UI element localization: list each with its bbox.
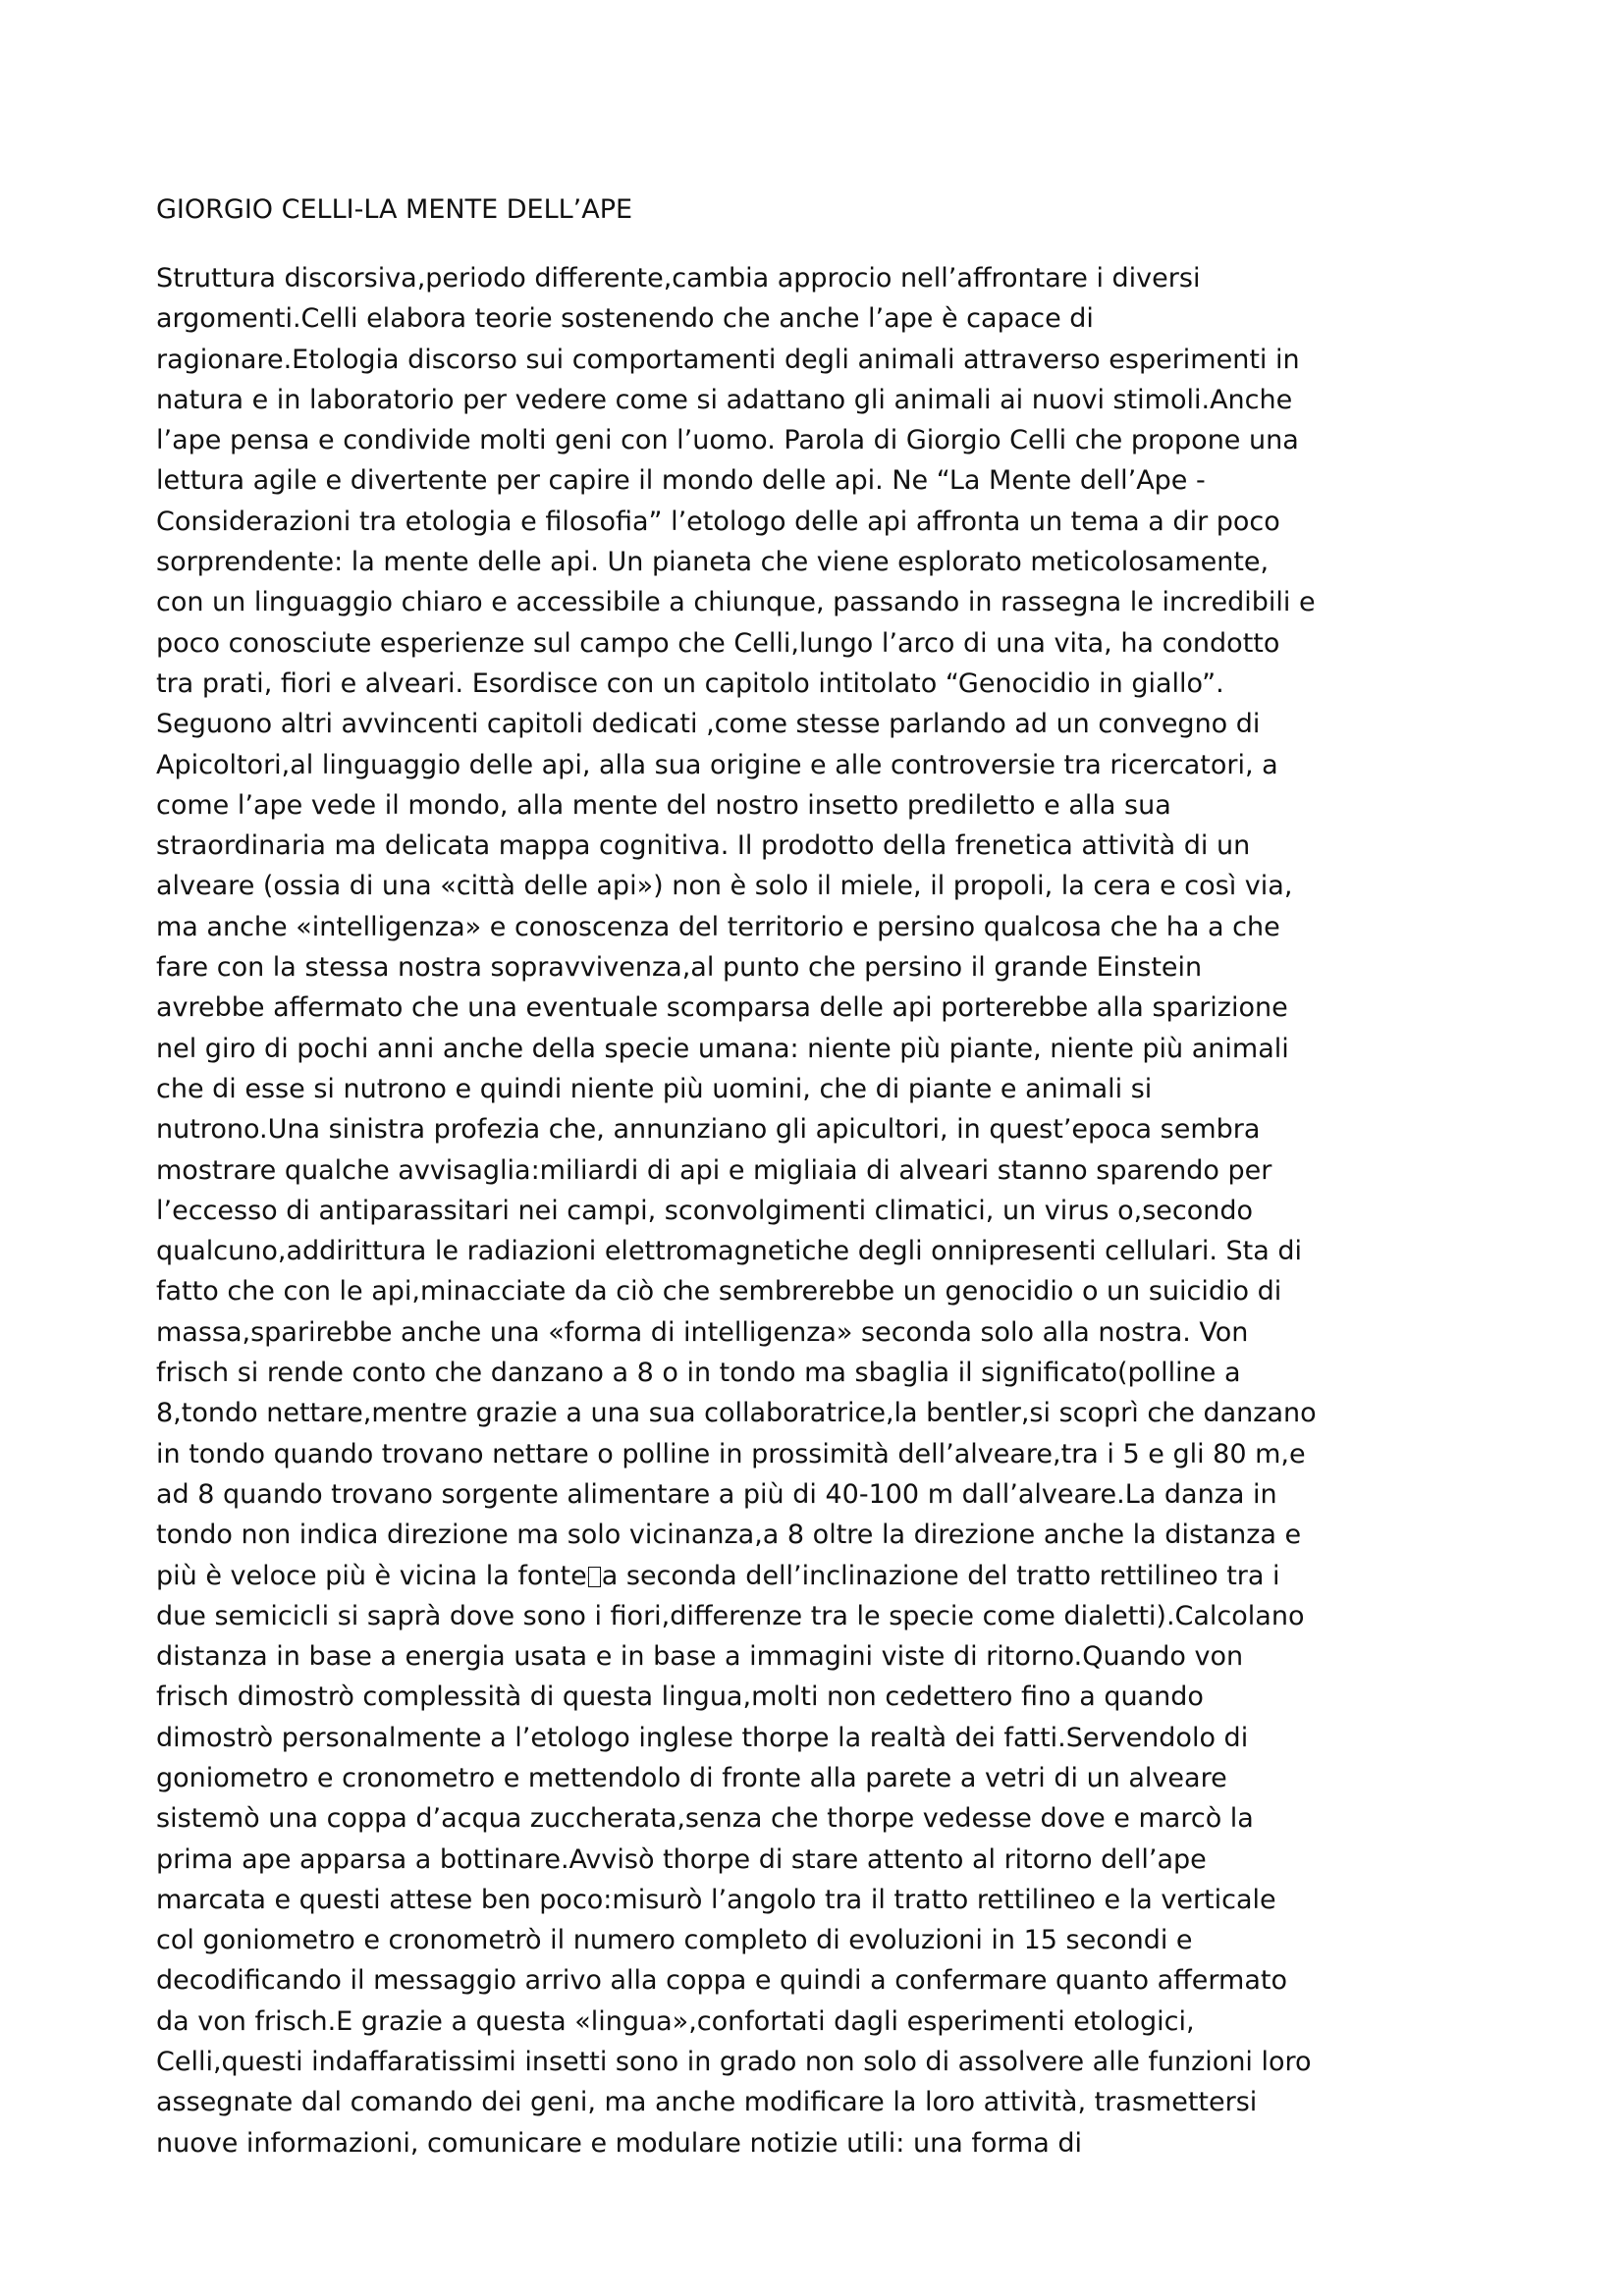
body-line: massa,sparirebbe anche una «forma di intelligenza» seconda solo alla nostra. Von [156, 1316, 1249, 1348]
body-line: sorprendente: la mente delle api. Un pianeta che viene esplorato meticolosamente, [156, 547, 1270, 578]
body-line: l’ape pensa e condivide molti geni con l’uomo. Parola di Giorgio Celli che propone una [156, 425, 1299, 456]
body-line: marcata e questi attese ben poco:misurò l’angolo tra il tratto rettilineo e la verticale [156, 1884, 1276, 1915]
body-line: nuove informazioni, comunicare e modulare notizie utili: una forma di [156, 2127, 1083, 2159]
body-line: l’eccesso di antiparassitari nei campi, sconvolgimenti climatici, un virus o,secondo [156, 1195, 1254, 1226]
body-line: goniometro e cronometro e mettendolo di fronte alla parete a vetri di un alveare [156, 1762, 1227, 1793]
body-line: tondo non indica direzione ma solo vicinanza,a 8 oltre la direzione anche la distanza e [156, 1520, 1302, 1551]
body-line: straordinaria ma delicata mappa cognitiva. Il prodotto della frenetica attività di un [156, 830, 1251, 862]
body-line: lettura agile e divertente per capire il mondo delle api. Ne “La Mente dell’Ape - [156, 465, 1206, 497]
body-line: qualcuno,addirittura le radiazioni elettromagnetiche degli onnipresenti cellulari. Sta di [156, 1236, 1303, 1267]
body-line: ragionare.Etologia discorso sui comportamenti degli animali attraverso esperimenti in [156, 344, 1300, 375]
body-line: mostrare qualche avvisaglia:miliardi di api e migliaia di alveari stanno sparendo per [156, 1154, 1272, 1186]
body-line: natura e in laboratorio per vedere come si adattano gli animali ai nuovi stimoli.Anche [156, 384, 1293, 415]
body-line: alveare (ossia di una «città delle api») non è solo il miele, il propoli, la cera e così via, [156, 871, 1293, 902]
missing-glyph-icon [588, 1567, 601, 1587]
body-line: tra prati, fiori e alveari. Esordisce con un capitolo intitolato “Genocidio in giallo”. [156, 667, 1224, 699]
body-line: Seguono altri avvincenti capitoli dedicati ,come stesse parlando ad un convegno di [156, 709, 1261, 740]
body-line-segment: più è veloce più è vicina la fonte [156, 1560, 587, 1591]
body-line: con un linguaggio chiaro e accessibile a chiunque, passando in rassegna le incredibili e [156, 587, 1316, 618]
body-line: nutrono.Una sinistra profezia che, annunziano gli apicultori, in quest’epoca sembra [156, 1114, 1261, 1146]
body-line: due semicicli si saprà dove sono i fiori,differenze tra le specie come dialetti).Calcolano [156, 1600, 1305, 1631]
body-line: ad 8 quando trovano sorgente alimentare a più di 40-100 m dall’alveare.La danza in [156, 1478, 1277, 1510]
body-line: 8,tondo nettare,mentre grazie a una sua collaboratrice,la bentler,si scoprì che danzano [156, 1398, 1317, 1429]
body-line: frisch si rende conto che danzano a 8 o in tondo ma sbaglia il significato(polline a [156, 1358, 1241, 1389]
body-line: ma anche «intelligenza» e conoscenza del territorio e persino qualcosa che ha a che [156, 911, 1280, 942]
body-line-segment: a seconda dell’inclinazione del tratto rettilineo tra i [601, 1560, 1280, 1591]
body-line: in tondo quando trovano nettare o polline in prossimità dell’alveare,tra i 5 e gli 80 m,e [156, 1438, 1306, 1469]
body-line [156, 1556, 1477, 1596]
body-line: decodificando il messaggio arrivo alla coppa e quindi a confermare quanto affermato [156, 1965, 1287, 1997]
document-body [156, 258, 1477, 2163]
body-line: assegnate dal comando dei geni, ma anche modificare la loro attività, trasmettersi [156, 2087, 1258, 2118]
body-line: da von frisch.E grazie a questa «lingua»,confortati dagli esperimenti etologici, [156, 2005, 1195, 2037]
body-line: Celli,questi indaffaratissimi insetti sono in grado non solo di assolvere alle funzioni loro [156, 2047, 1312, 2078]
body-line: Apicoltori,al linguaggio delle api, alla sua origine e alle controversie tra ricercatori, a [156, 749, 1278, 780]
body-line: argomenti.Celli elabora teorie sostenendo che anche l’ape è capace di [156, 303, 1094, 335]
body-line: nel giro di pochi anni anche della specie umana: niente più piante, niente più animali [156, 1033, 1289, 1064]
body-line: poco conosciute esperienze sul campo che Celli,lungo l’arco di una vita, ha condotto [156, 627, 1280, 659]
body-line: fatto che con le api,minacciate da ciò che sembrerebbe un genocidio o un suicidio di [156, 1276, 1282, 1308]
body-line: col goniometro e cronometrò il numero completo di evoluzioni in 15 secondi e [156, 1925, 1193, 1956]
body-line: Considerazioni tra etologia e filosofia” l’etologo delle api affronta un tema a dir poco [156, 506, 1280, 537]
body-line: Struttura discorsiva,periodo differente,cambia approcio nell’affrontare i diversi [156, 263, 1201, 294]
body-line: avrebbe affermato che una eventuale scomparsa delle api porterebbe alla sparizione [156, 992, 1288, 1024]
document-title: GIORGIO CELLI-LA MENTE DELL’APE [156, 194, 633, 225]
body-line: che di esse si nutrono e quindi niente più uomini, che di piante e animali si [156, 1073, 1153, 1104]
body-line: fare con la stessa nostra sopravvivenza,al punto che persino il grande Einstein [156, 952, 1203, 984]
body-line: dimostrò personalmente a l’etologo inglese thorpe la realtà dei fatti.Servendolo di [156, 1722, 1249, 1753]
body-line: come l’ape vede il mondo, alla mente del nostro insetto prediletto e alla sua [156, 789, 1171, 821]
body-line: frisch dimostrò complessità di questa lingua,molti non cedettero fino a quando [156, 1682, 1204, 1713]
body-line: prima ape apparsa a bottinare.Avvisò thorpe di stare attento al ritorno dell’ape [156, 1843, 1207, 1875]
body-line: sistemò una coppa d’acqua zuccherata,senza che thorpe vedesse dove e marcò la [156, 1803, 1254, 1835]
body-line: distanza in base a energia usata e in base a immagini viste di ritorno.Quando von [156, 1641, 1244, 1673]
